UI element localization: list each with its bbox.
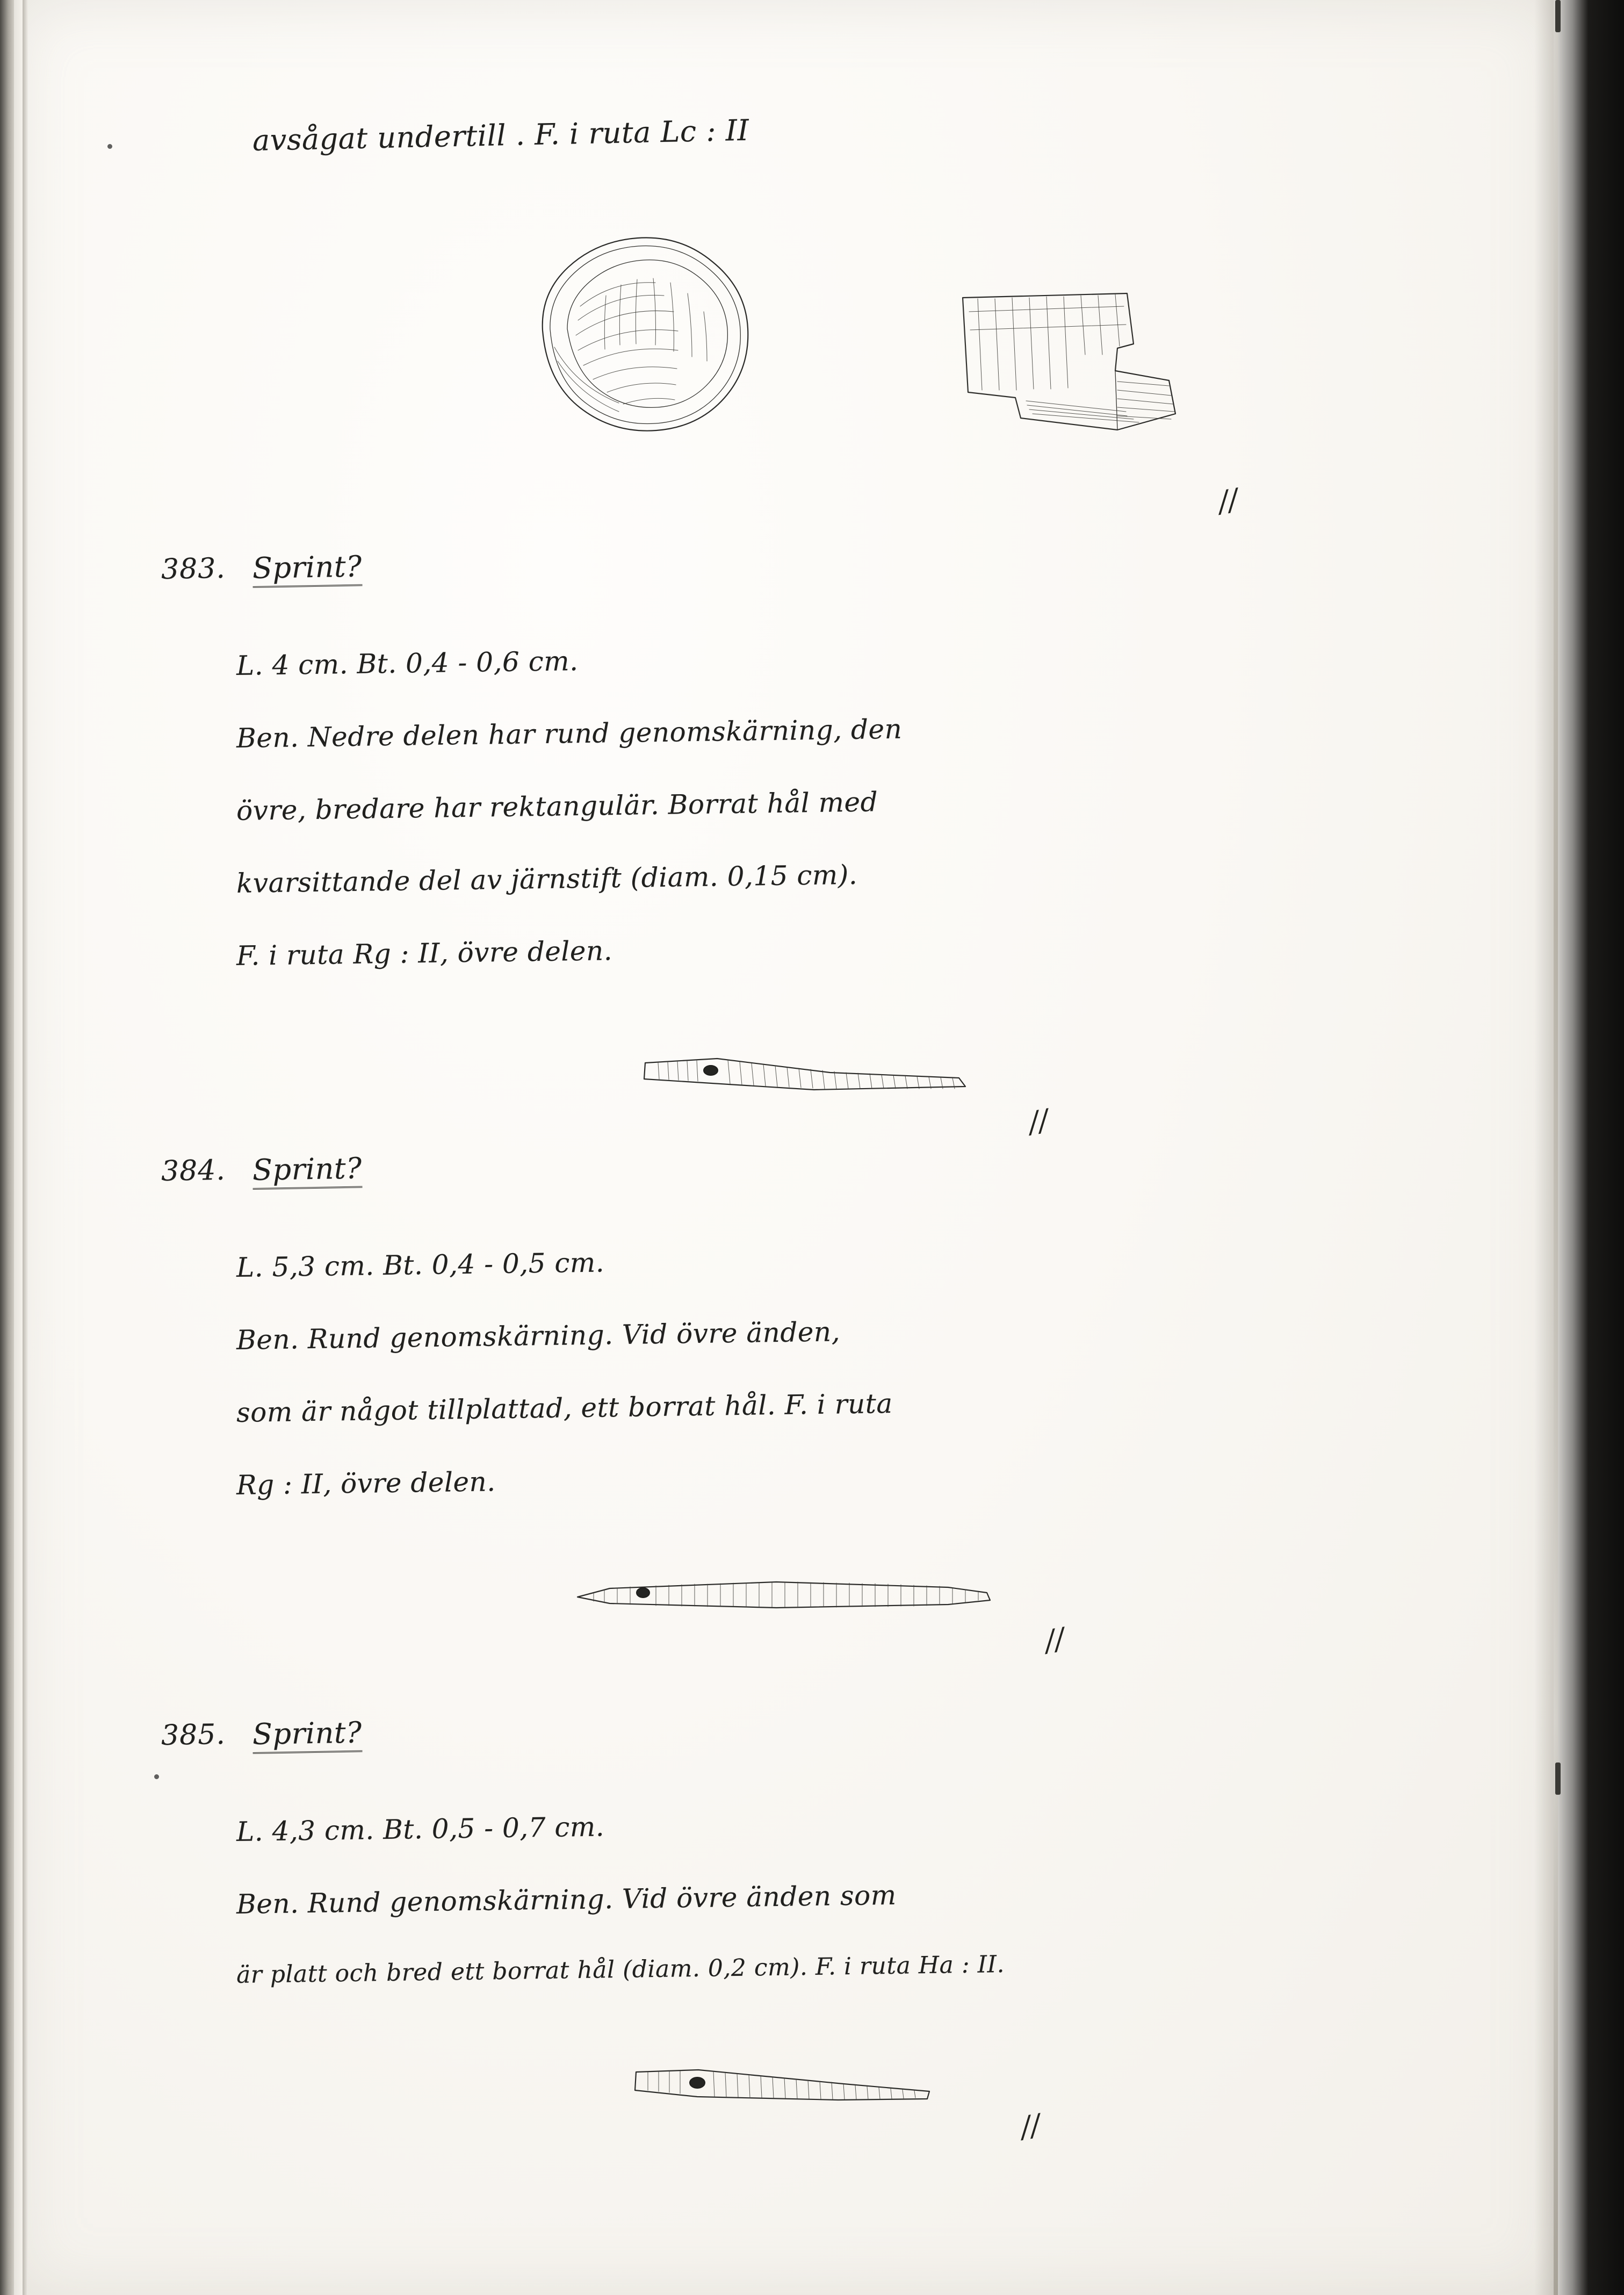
entry-383-line-2: Ben. Nedre delen har rund genomskärning, den — [236, 713, 903, 754]
gutter-notch-top — [1555, 0, 1561, 32]
bone-pin-wedge-with-hole-drawing — [629, 2058, 962, 2123]
entry-384-line-1: L. 5,3 cm. Bt. 0,4 - 0,5 cm. — [236, 1247, 605, 1283]
round-disc-object-drawing — [526, 215, 763, 451]
block-fragment-drawing — [956, 290, 1214, 473]
entry-number-383: 383. — [161, 552, 226, 586]
ink-dot — [154, 1774, 159, 1779]
entry-383-line-4: kvarsittande del av järnstift (diam. 0,15 cm). — [236, 859, 858, 899]
binding-shadow-mid — [14, 0, 23, 2295]
scale-mark-top: // — [1215, 482, 1241, 519]
entry-383-line-1: L. 4 cm. Bt. 0,4 - 0,6 cm. — [236, 645, 579, 681]
entry-384-line-2: Ben. Rund genomskärning. Vid övre änden, — [236, 1316, 841, 1356]
entry-385-line-1: L. 4,3 cm. Bt. 0,5 - 0,7 cm. — [236, 1811, 605, 1847]
entry-number-384: 384. — [161, 1154, 226, 1188]
entry-title-384: Sprint? — [252, 1151, 362, 1190]
bone-pin-straight-with-hole-drawing — [572, 1569, 1002, 1628]
entry-383-line-5: F. i ruta Rg : II, övre delen. — [236, 935, 613, 972]
entry-384-line-4: Rg : II, övre delen. — [236, 1466, 496, 1501]
entry-title-383: Sprint? — [252, 549, 362, 588]
entry-number-385: 385. — [161, 1718, 226, 1752]
page-right-shading — [1534, 0, 1558, 2295]
entry-title-385: Sprint? — [252, 1715, 362, 1754]
scale-mark-384: // — [1042, 1621, 1067, 1658]
ink-dot — [107, 144, 112, 149]
binding-shadow-inner — [23, 0, 28, 2295]
bone-pin-tapered-with-hole-drawing — [637, 1048, 980, 1112]
entry-385-line-2: Ben. Rund genomskärning. Vid övre änden som — [236, 1879, 897, 1920]
binding-shadow-outer — [0, 0, 14, 2295]
entry-385-line-3: är platt och bred ett borrat hål (diam. 0,2 cm). F. i ruta Ha : II. — [236, 1951, 1005, 1989]
scale-mark-385: // — [1017, 2107, 1043, 2145]
entry-384-line-3: som är något tillplattad, ett borrat hål. F. i ruta — [236, 1387, 893, 1428]
notebook-page — [16, 0, 1558, 2295]
dark-gutter — [1558, 0, 1624, 2295]
gutter-notch-bottom — [1555, 1762, 1561, 1795]
scale-mark-383: // — [1026, 1103, 1051, 1140]
entry-383-line-3: övre, bredare har rektangulär. Borrat hål med — [236, 786, 878, 826]
top-continuation-line: avsågat undertill . F. i ruta Lc : II — [252, 113, 749, 157]
